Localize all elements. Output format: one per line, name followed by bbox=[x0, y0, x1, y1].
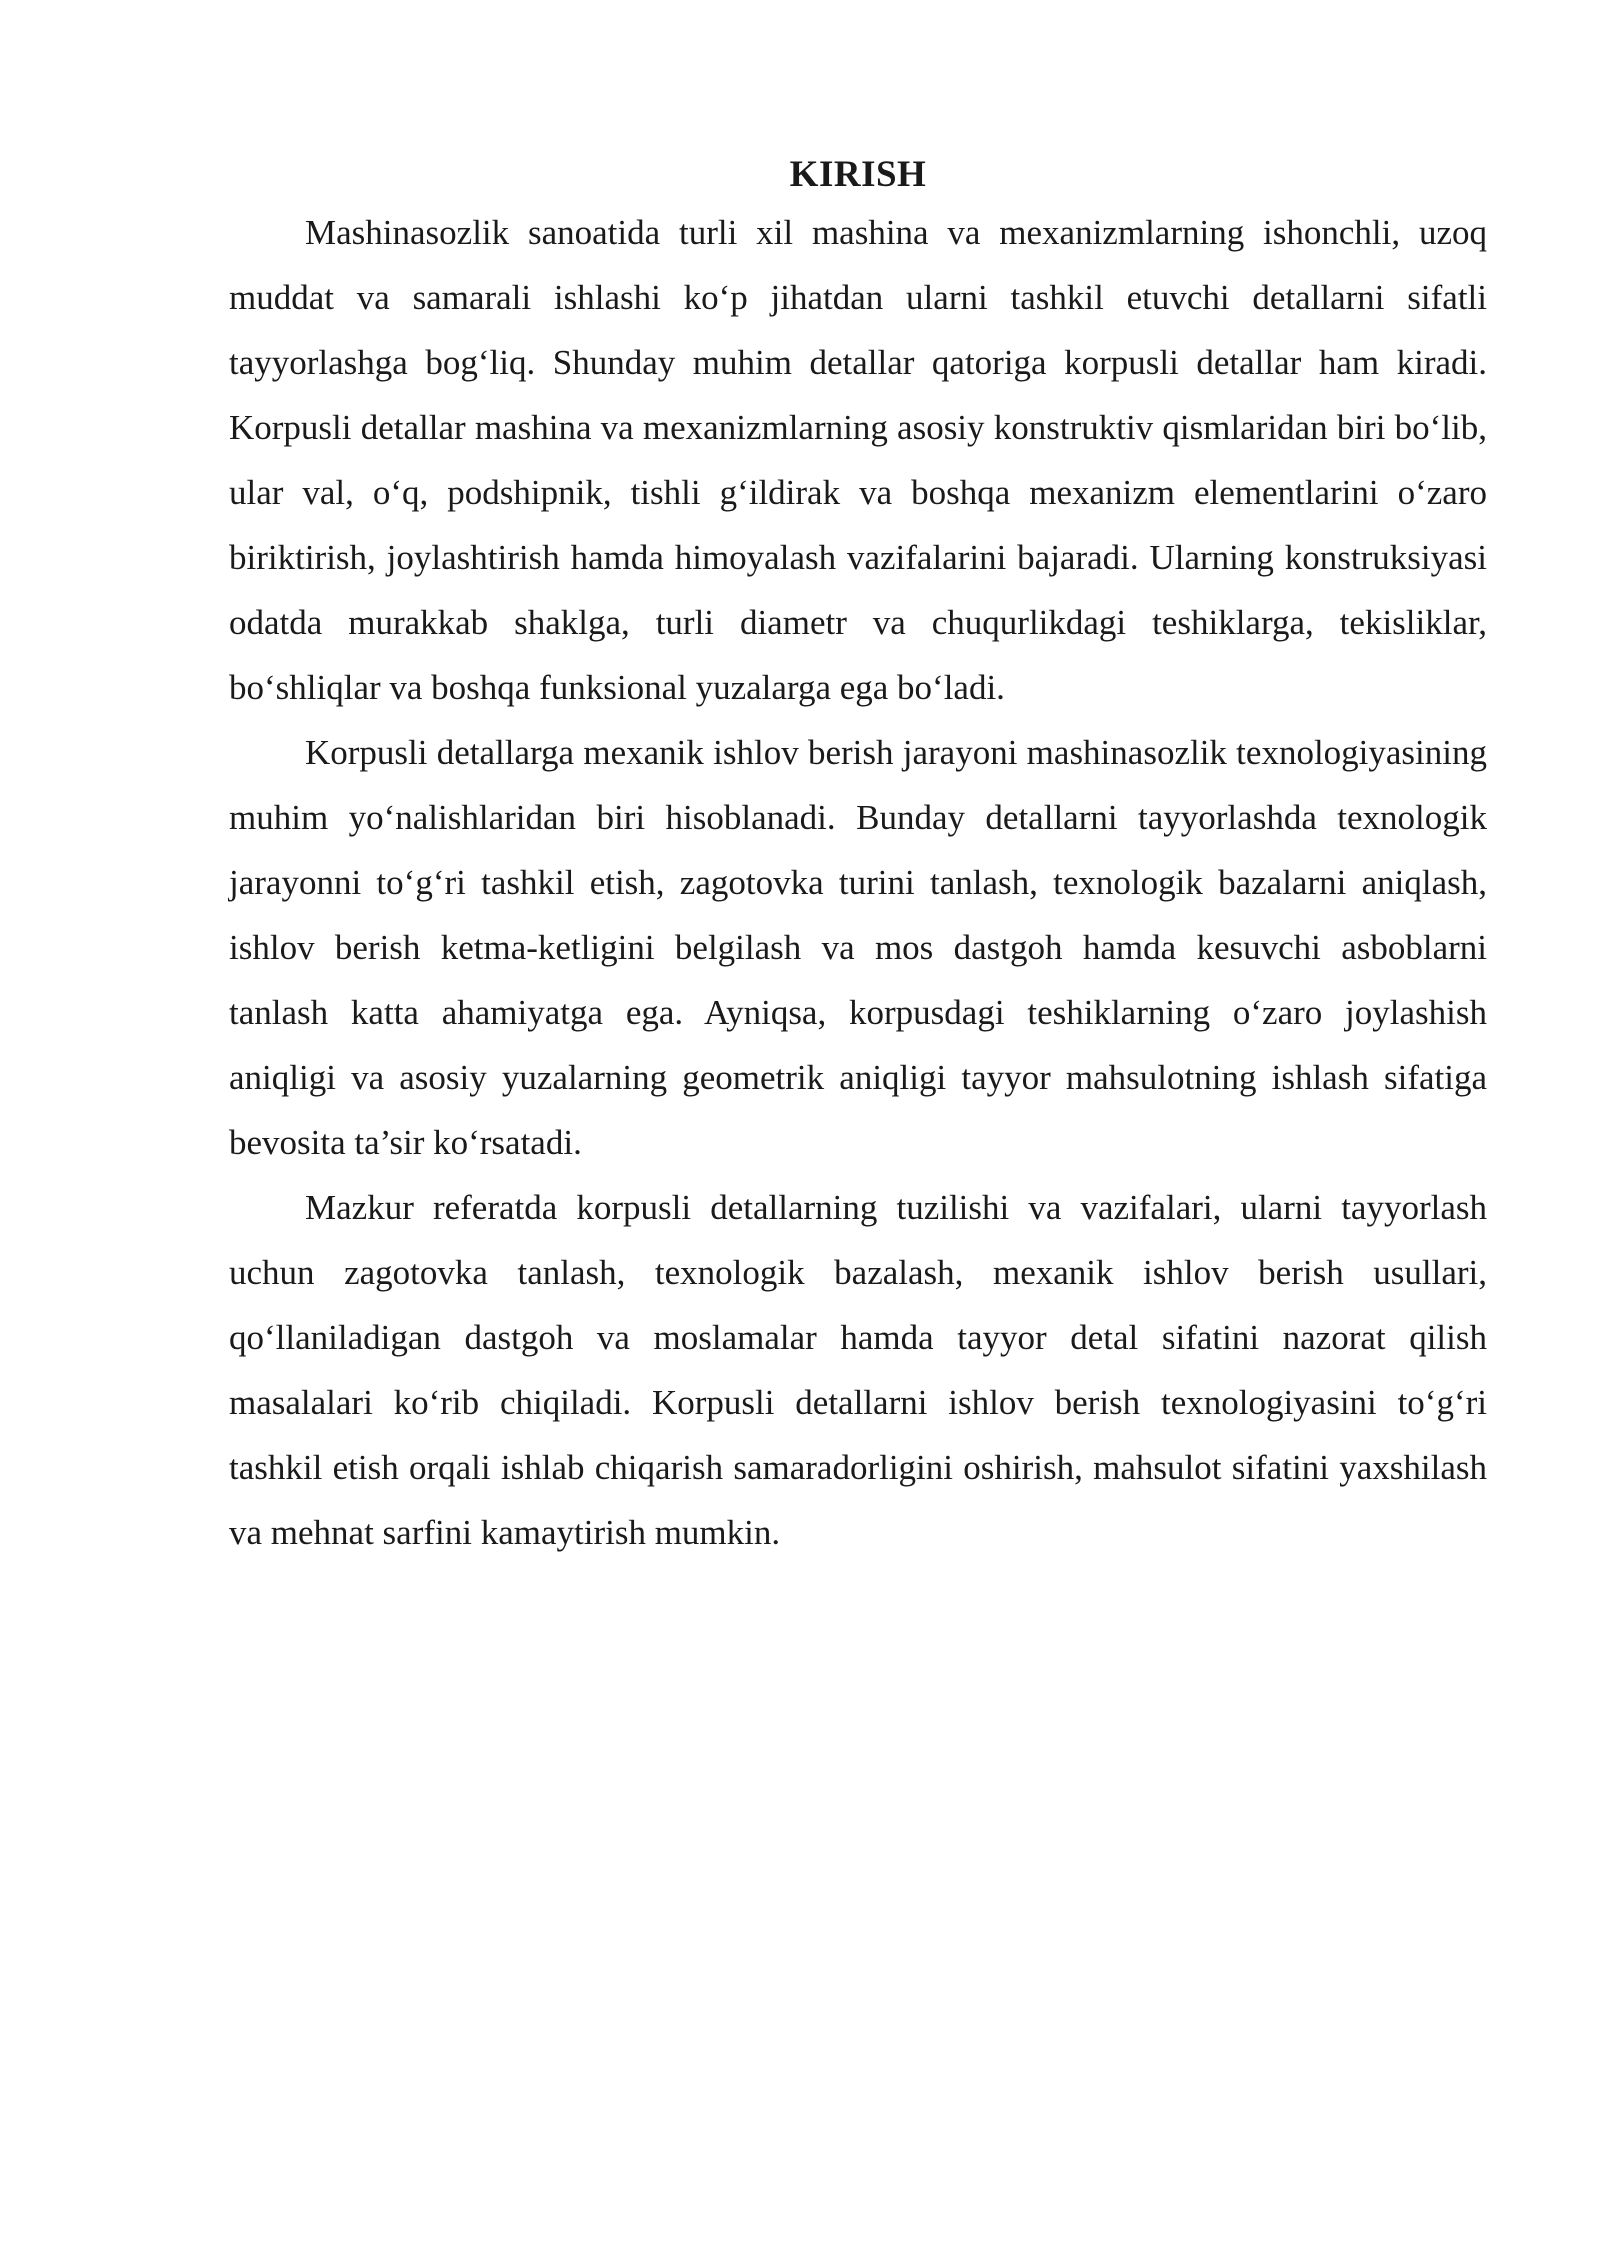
paragraph-1: Mashinasozlik sanoatida turli xil mashina va mexanizmlarning ishonchli, uzoq muddat va samarali ishlashi ko‘p jihatdan ularni tashkil etuvchi detallarni sifatli tayyorlashga bog‘liq. Shunday muhim detallar qatoriga korpusli detallar ham kiradi. Korpusli detallar mashina va mexanizmlarning asosiy konstruktiv qismlaridan biri bo‘lib, ular val, o‘q, podshipnik, tishli g‘ildirak va boshqa mexanizm elementlarini o‘zaro biriktirish, joylashtirish hamda himoyalash vazifalarini bajaradi. Ularning konstruksiyasi odatda murakkab shaklga, turli diametr va chuqurlikdagi teshiklarga, tekisliklar, bo‘shliqlar va boshqa funksional yuzalarga ega bo‘ladi. bbox=[229, 213, 1487, 707]
paragraph-3: Mazkur referatda korpusli detallarning tuzilishi va vazifalari, ularni tayyorlash uchun zagotovka tanlash, texnologik bazalash, mexanik ishlov berish usullari, qo‘llaniladigan dastgoh va moslamalar hamda tayyor detal sifatini nazorat qilish masalalari ko‘rib chiqiladi. Korpusli detallarni ishlov berish texnologiyasini to‘g‘ri tashkil etish orqali ishlab chiqarish samaradorligini oshirish, mahsulot sifatini yaxshilash va mehnat sarfini kamaytirish mumkin. bbox=[229, 1188, 1487, 1552]
document-body bbox=[229, 150, 1487, 1565]
paragraph-2: Korpusli detallarga mexanik ishlov berish jarayoni mashinasozlik texnologiyasining muhim yo‘nalishlaridan biri hisoblanadi. Bunday detallarni tayyorlashda texnologik jarayonni to‘g‘ri tashkil etish, zagotovka turini tanlash, texnologik bazalarni aniqlash, ishlov berish ketma-ketligini belgilash va mos dastgoh hamda kesuvchi asboblarni tanlash katta ahamiyatga ega. Ayniqsa, korpusdagi teshiklarning o‘zaro joylashish aniqligi va asosiy yuzalarning geometrik aniqligi tayyor mahsulotning ishlash sifatiga bevosita ta’sir ko‘rsatadi. bbox=[229, 733, 1487, 1162]
section-title: KIRISH bbox=[789, 154, 927, 195]
